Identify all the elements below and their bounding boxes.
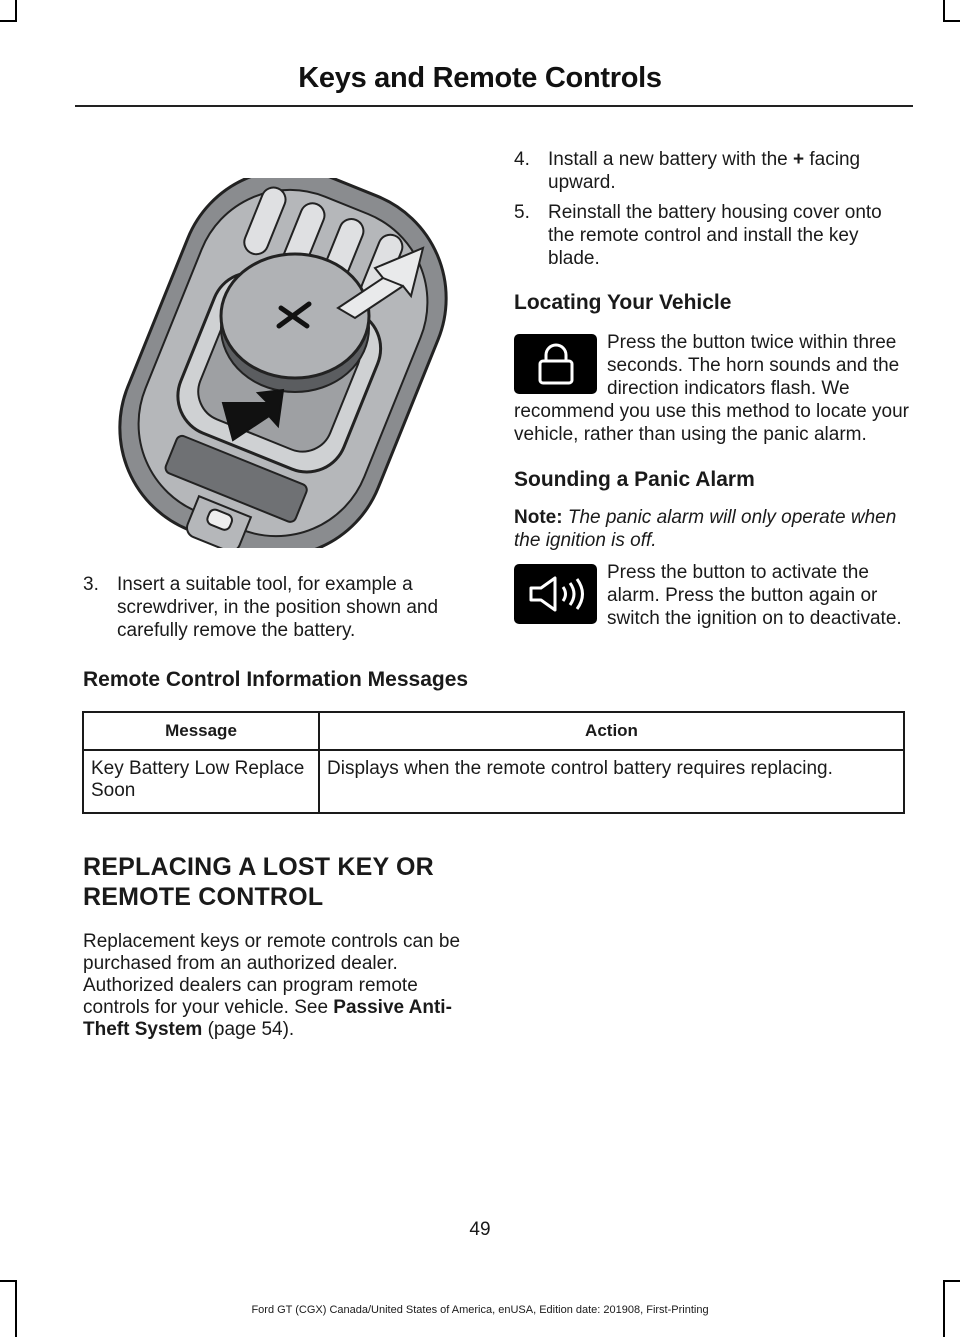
step-number: 3.: [83, 574, 99, 595]
lock-icon: [514, 334, 597, 394]
panic-note: [514, 506, 910, 552]
locating-heading: Locating Your Vehicle: [514, 291, 732, 314]
locating-block: [514, 331, 910, 446]
step-number: 4.: [514, 149, 530, 170]
step-text-post: facing upward.: [548, 149, 861, 193]
page-number: 49: [469, 1219, 491, 1240]
panic-heading: Sounding a Panic Alarm: [514, 468, 755, 491]
panic-text: Press the button to activate the alarm. Press the button again or switch the ignition on to deactivate.: [607, 562, 902, 629]
left-column: [83, 573, 483, 642]
passive-anti-theft-link[interactable]: Passive Anti-Theft System: [83, 997, 452, 1040]
table-header-row: [83, 712, 904, 750]
header-divider: [75, 105, 913, 107]
locating-text: Press the button twice within three seconds. The horn sounds and the direction indicators flash. We recommend you use this method to locate your vehicle, rather than using the panic alarm.: [514, 332, 909, 445]
crop-mark: [943, 1280, 960, 1282]
horn-icon: [514, 564, 597, 624]
replacing-heading: [83, 852, 503, 912]
step-text-pre: Install a new battery with the: [548, 149, 794, 170]
right-column: [514, 148, 910, 630]
step-3: [83, 573, 483, 642]
message-cell: Key Battery Low Replace Soon: [83, 750, 319, 813]
panic-block: [514, 561, 910, 630]
note-text: The panic alarm will only operate when the ignition is off.: [514, 507, 897, 551]
column-header-message: Message: [83, 712, 319, 750]
crop-mark: [15, 0, 17, 20]
footer-text: Ford GT (CGX) Canada/United States of America, enUSA, Edition date: 201908, First-Printing: [251, 1304, 709, 1316]
battery-removal-illustration: [83, 178, 483, 548]
page-title: Keys and Remote Controls: [298, 62, 662, 94]
step-5: [514, 201, 910, 270]
plus-symbol: +: [793, 149, 805, 170]
note-label: Note:: [514, 507, 563, 528]
replacing-heading-line1: REPLACING A LOST KEY OR: [83, 853, 434, 881]
crop-mark: [943, 20, 960, 22]
messages-table: [82, 711, 905, 814]
step-text: Insert a suitable tool, for example a screwdriver, in the position shown and carefully remove the battery.: [117, 574, 439, 641]
step-text: Reinstall the battery housing cover onto the remote control and install the key blade.: [548, 202, 882, 269]
step-4: [514, 148, 910, 194]
replacing-text-pre: Replacement keys or remote controls can be purchased from an authorized dealer. Authorized dealers can program remote controls for your vehicle. See: [83, 931, 461, 1018]
table-row: [83, 750, 904, 813]
step-number: 5.: [514, 202, 530, 223]
replacing-heading-line2: REMOTE CONTROL: [83, 883, 324, 911]
replacing-text-post: (page 54).: [202, 1019, 295, 1040]
crop-mark: [0, 1280, 17, 1282]
messages-heading: Remote Control Information Messages: [83, 668, 469, 691]
crop-mark: [0, 20, 17, 22]
action-cell: Displays when the remote control battery requires replacing.: [319, 750, 904, 813]
crop-mark: [943, 0, 945, 20]
column-header-action: Action: [319, 712, 904, 750]
replacing-text: [83, 931, 483, 1041]
